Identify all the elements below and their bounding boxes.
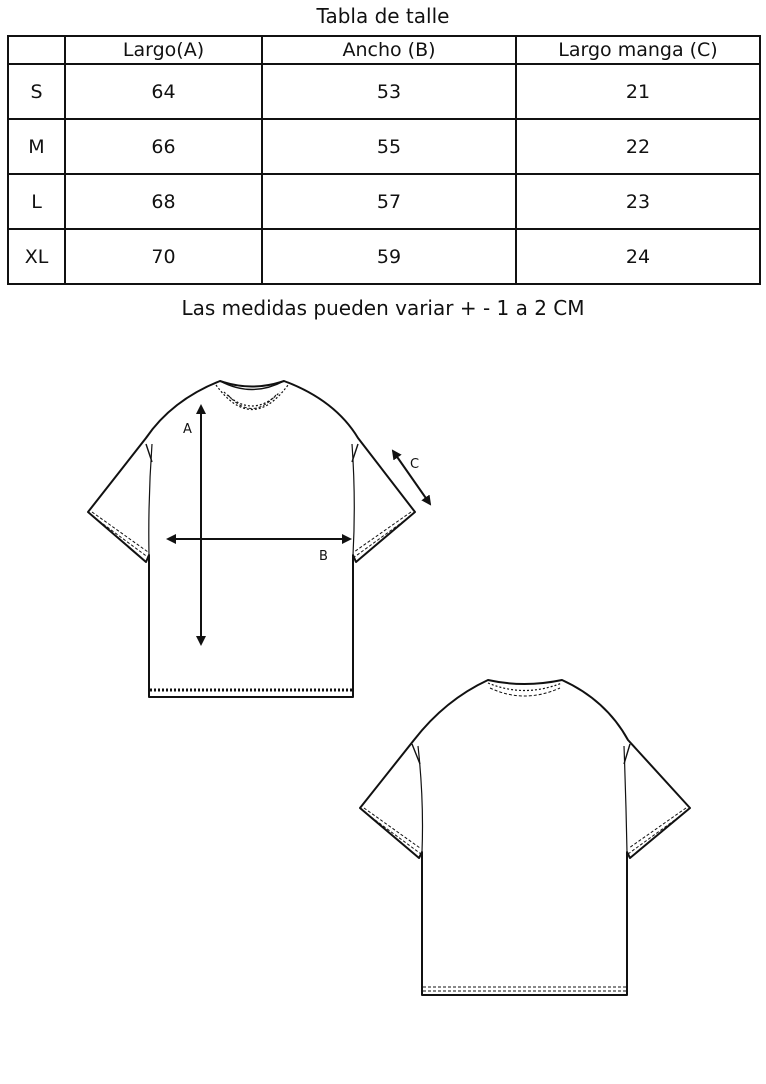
sleeve-cell: 22	[516, 119, 760, 174]
size-cell: M	[8, 119, 65, 174]
sleeve-label: C	[410, 457, 420, 472]
sleeve-cell: 24	[516, 229, 760, 284]
sleeve-cell: 23	[516, 174, 760, 229]
width-cell: 53	[262, 64, 516, 119]
length-cell: 64	[65, 64, 262, 119]
length-cell: 68	[65, 174, 262, 229]
length-label: A	[183, 422, 192, 437]
width-label: B	[319, 549, 328, 564]
tshirt-back-drawing	[360, 680, 690, 995]
width-cell: 59	[262, 229, 516, 284]
size-chart-title: Tabla de talle	[316, 4, 450, 28]
header-length: Largo(A)	[65, 36, 262, 64]
sleeve-cell: 21	[516, 64, 760, 119]
length-cell: 66	[65, 119, 262, 174]
size-cell: L	[8, 174, 65, 229]
measurement-arrows	[168, 406, 430, 644]
header-width: Ancho (B)	[262, 36, 516, 64]
width-cell: 55	[262, 119, 516, 174]
header-sleeve-length: Largo manga (C)	[516, 36, 760, 64]
size-cell: XL	[8, 229, 65, 284]
width-cell: 57	[262, 174, 516, 229]
size-cell: S	[8, 64, 65, 119]
measurement-note: Las medidas pueden variar + - 1 a 2 CM	[181, 296, 585, 320]
length-cell: 70	[65, 229, 262, 284]
